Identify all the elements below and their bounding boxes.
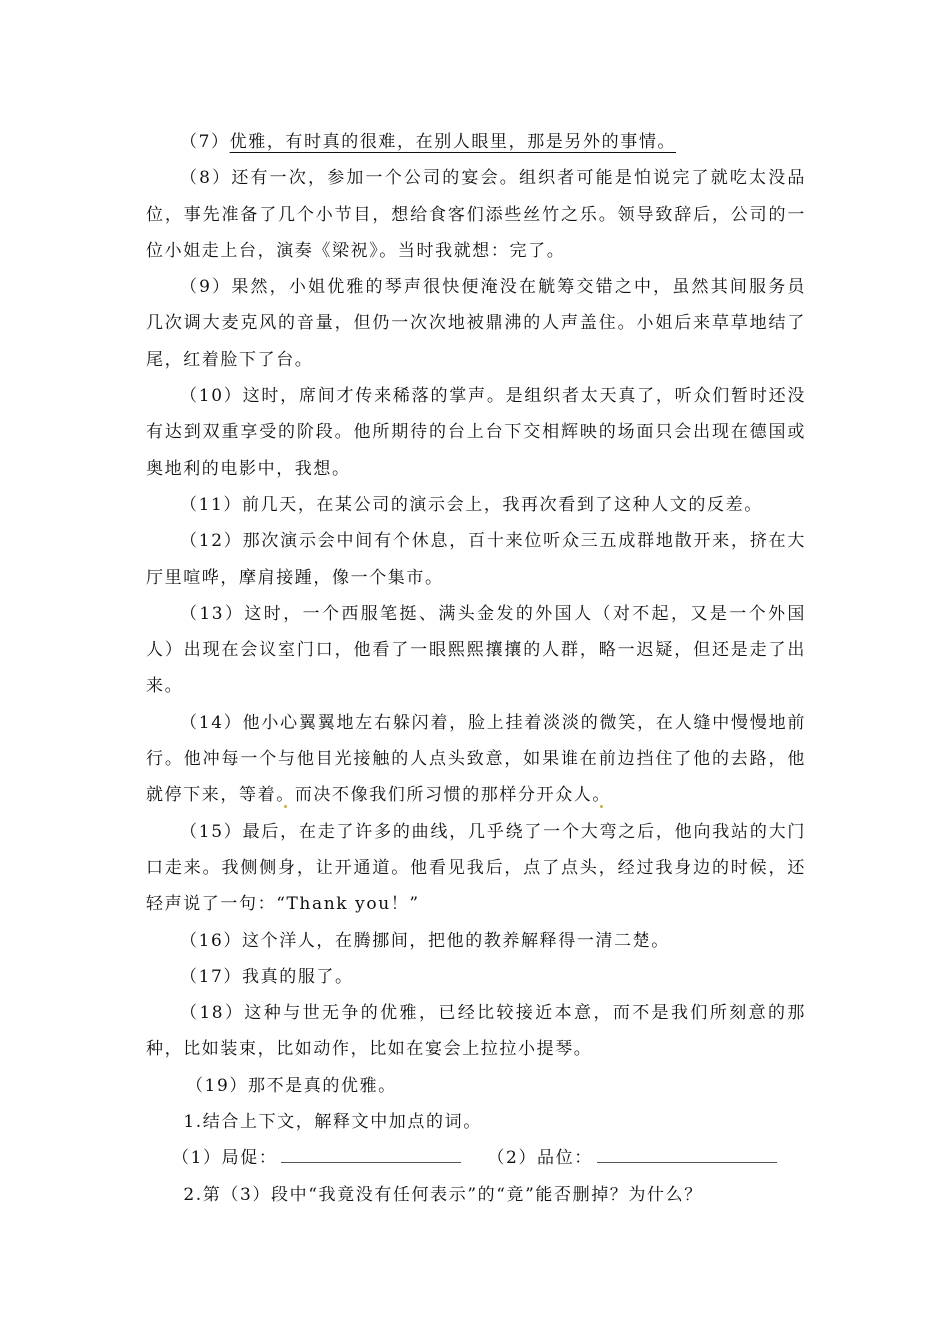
answer-item-2-label: （2）品位： [487,1148,593,1169]
paragraph-7 [146,124,806,160]
paragraph-8: （8）还有一次，参加一个公司的宴会。组织者可能是怕说完了就吃太没品位，事先准备了几个小节目，想给食客们添些丝竹之乐。领导致辞后，公司的一位小姐走上台，演奏《梁祝》。当时我就想：完了。 [146,168,806,261]
paragraph-7-underlined-sentence: 优雅，有时真的很难，在别人眼里，那是另外的事情。 [229,132,677,152]
paragraph-17: （17）我真的服了。 [180,966,354,987]
paragraph-14-text-a: 他小心翼翼地左右躲闪着，脸上挂着淡淡的微笑，在人缝中慢慢地前行。他冲每一个与他目光接触的人点头致意，如果谁在前边挡住了他的去路，他就停下来，等着 [146,712,806,806]
answer-item-2 [487,1140,776,1176]
answer-blank-2[interactable] [597,1144,777,1163]
paragraph-13: （13）这时，一个西服笔挺、满头金发的外国人（对不起，又是一个外国人）出现在会议室门口，他看了一眼熙熙攘攘的人群，略一迟疑，但还是走了出来。 [146,603,806,697]
answer-blank-1[interactable] [281,1144,461,1163]
paragraph-15: （15）最后，在走了许多的曲线，几乎绕了一个大弯之后，他向我站的大门口走来。我侧侧身，让开通道。他看见我后，点了点头，经过我身边的时候，还轻声说了一句：“Thank you！” [146,821,806,915]
answer-item-1 [172,1140,461,1176]
paragraph-18: （18）这种与世无争的优雅，已经比较接近本意，而不是我们所刻意的那种，比如装束，比如动作，比如在宴会上拉拉小提琴。 [146,1003,806,1060]
paragraph-14-label: （14） [180,712,243,733]
paragraph-19: （19）那不是真的优雅。 [185,1075,397,1096]
paragraph-14-text-b: 而决不像我们所习惯的那样分开众人 [294,785,593,806]
dotted-mark-1: 。 [276,785,295,806]
paragraph-16: （16）这个洋人，在腾挪间，把他的教养解释得一清二楚。 [180,930,670,951]
article-text [146,124,806,1213]
paragraph-9: （9）果然，小姐优雅的琴声很快便淹没在觥筹交错之中，虽然其间服务员几次调大麦克风的音量，但仍一次次地被鼎沸的人声盖住。小姐后来草草地结了尾，红着脸下了台。 [146,277,806,370]
question-1-prompt: 1.结合上下文，解释文中加点的词。 [183,1112,482,1133]
question-1-answers [146,1140,806,1176]
paragraph-12: （12）那次演示会中间有个休息，百十来位听众三五成群地散开来，挤在大厅里喧哗，摩肩接踵，像一个集市。 [146,531,806,588]
paragraph-10: （10）这时，席间才传来稀落的掌声。是组织者太天真了，听众们暂时还没有达到双重享受的阶段。他所期待的台上台下交相辉映的场面只会出现在德国或奥地利的电影中，我想。 [146,386,806,479]
paragraph-11: （11）前几天，在某公司的演示会上，我再次看到了这种人文的反差。 [180,494,763,515]
answer-item-1-label: （1）局促： [172,1148,278,1169]
paragraph-14 [146,705,806,814]
paragraph-7-label: （7） [180,132,230,152]
question-2-prompt: 2.第（3）段中“我竟没有任何表示”的“竟”能否删掉？为什么？ [183,1184,703,1205]
dotted-mark-2: 。 [592,785,612,806]
